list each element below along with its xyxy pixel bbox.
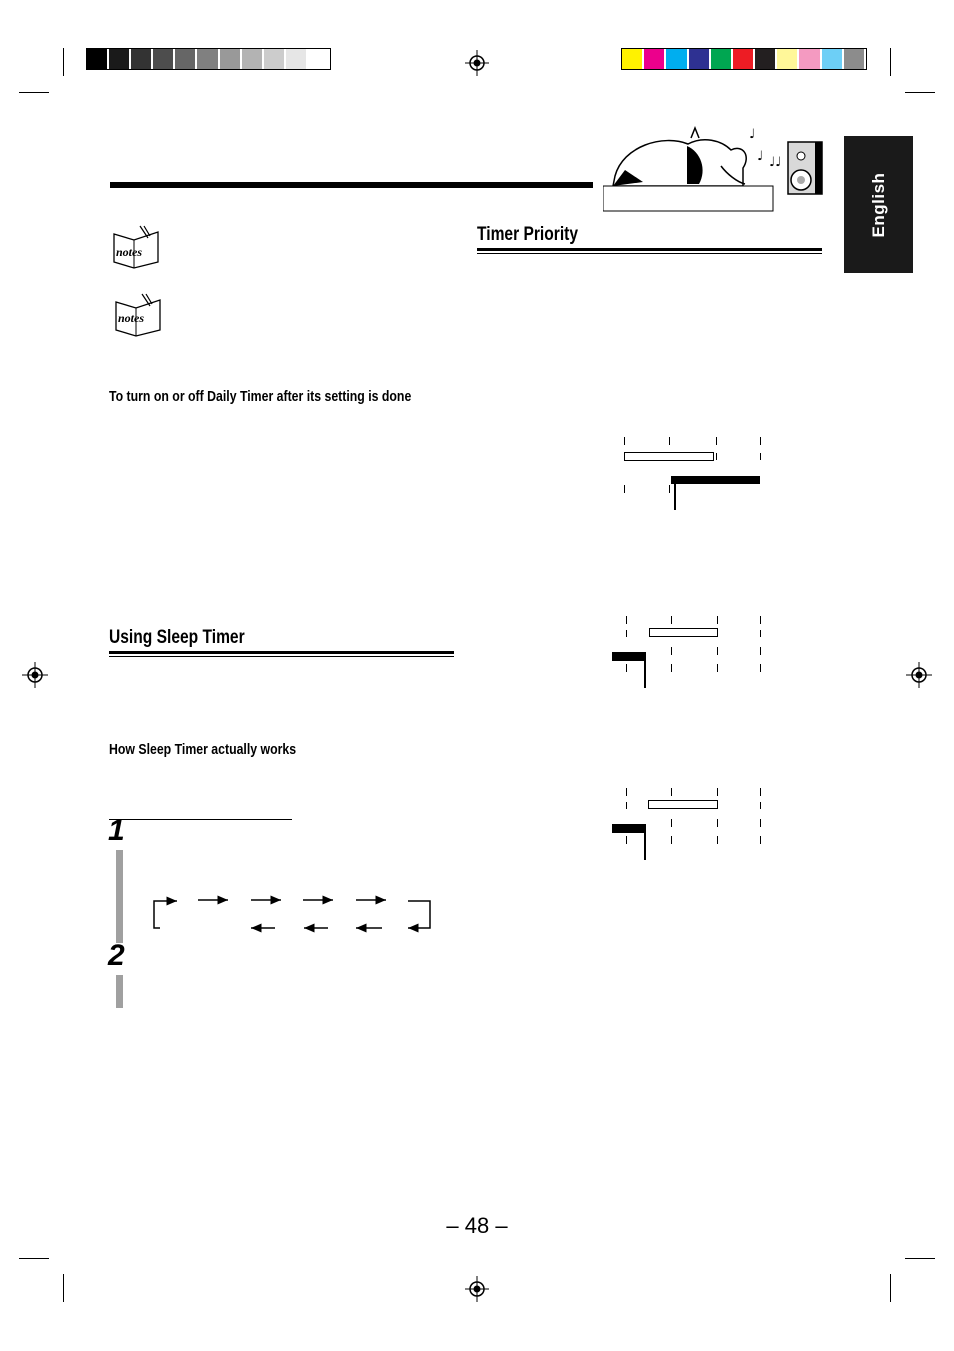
timeline-tick bbox=[626, 630, 627, 637]
step-number-2: 2 bbox=[108, 939, 125, 972]
calibration-swatch bbox=[755, 49, 775, 69]
calibration-swatch bbox=[87, 49, 107, 69]
svg-text:♩: ♩ bbox=[749, 127, 756, 142]
timeline-tick bbox=[717, 664, 718, 672]
timeline-tick bbox=[717, 788, 718, 796]
calibration-swatch bbox=[131, 49, 151, 69]
timer-bar-open bbox=[649, 628, 718, 637]
timer-bar-solid bbox=[612, 652, 646, 661]
grayscale-calibration-bar bbox=[86, 48, 331, 70]
timeline-tick bbox=[717, 836, 718, 844]
calibration-swatch bbox=[197, 49, 217, 69]
crop-mark bbox=[63, 48, 64, 76]
timeline-tick bbox=[671, 616, 672, 624]
calibration-swatch bbox=[308, 49, 328, 69]
step-bar-1 bbox=[116, 850, 123, 943]
timer-bar-open bbox=[624, 452, 714, 461]
notes-icon bbox=[110, 224, 162, 270]
calibration-swatch bbox=[242, 49, 262, 69]
svg-text:♩♩: ♩♩ bbox=[769, 155, 782, 170]
timeline-tick bbox=[626, 616, 627, 624]
crop-mark bbox=[905, 1258, 935, 1259]
timeline-tick bbox=[716, 437, 717, 445]
calibration-swatch bbox=[799, 49, 819, 69]
calibration-swatch bbox=[264, 49, 284, 69]
timer-bar-open bbox=[648, 800, 718, 809]
timeline-tick bbox=[624, 437, 625, 445]
timeline-tick bbox=[717, 819, 718, 827]
notes-icon-label: notes bbox=[116, 245, 143, 259]
calibration-swatch bbox=[711, 49, 731, 69]
crop-mark bbox=[63, 1274, 64, 1302]
timeline-tick bbox=[624, 485, 625, 493]
timer-bar-solid bbox=[612, 824, 646, 833]
notes-icon bbox=[112, 292, 164, 338]
registration-target-icon bbox=[465, 1276, 489, 1302]
daily-timer-subheading: To turn on or off Daily Timer after its setting is done bbox=[109, 388, 412, 405]
timeline-tick bbox=[644, 652, 646, 688]
calibration-swatch bbox=[153, 49, 173, 69]
sleep-timer-heading: Using Sleep Timer bbox=[109, 627, 245, 648]
calibration-swatch bbox=[822, 49, 842, 69]
svg-text:♩: ♩ bbox=[757, 149, 764, 164]
timeline-tick bbox=[669, 437, 670, 445]
timeline-tick bbox=[674, 476, 676, 510]
crop-mark bbox=[890, 1274, 891, 1302]
timeline-tick bbox=[760, 647, 761, 655]
calibration-swatch bbox=[689, 49, 709, 69]
timeline-tick bbox=[760, 453, 761, 460]
timeline-tick bbox=[760, 630, 761, 637]
timeline-tick bbox=[671, 788, 672, 796]
crop-mark bbox=[890, 48, 891, 76]
step-section-rule bbox=[109, 819, 292, 820]
timeline-tick bbox=[760, 437, 761, 445]
timeline-tick bbox=[760, 836, 761, 844]
timeline-tick bbox=[760, 616, 761, 624]
calibration-swatch bbox=[644, 49, 664, 69]
timeline-tick bbox=[760, 788, 761, 796]
sleep-timer-subheading: How Sleep Timer actually works bbox=[109, 741, 297, 758]
timeline-tick bbox=[671, 836, 672, 844]
timeline-tick bbox=[760, 664, 761, 672]
language-tab bbox=[844, 136, 913, 273]
registration-target-icon bbox=[465, 50, 489, 76]
timeline-tick bbox=[671, 819, 672, 827]
timeline-tick bbox=[626, 836, 627, 844]
timeline-tick bbox=[717, 647, 718, 655]
timeline-tick bbox=[644, 824, 646, 860]
step-number-1: 1 bbox=[108, 814, 125, 847]
timeline-tick bbox=[760, 802, 761, 809]
timeline-tick bbox=[626, 664, 627, 672]
registration-target-icon bbox=[22, 662, 48, 688]
page-number: – 48 – bbox=[446, 1213, 508, 1238]
timeline-tick bbox=[671, 647, 672, 655]
timer-bar-solid bbox=[671, 476, 760, 484]
sleep-time-cycle-diagram bbox=[150, 892, 435, 934]
calibration-swatch bbox=[286, 49, 306, 69]
notes-icon-label: notes bbox=[118, 311, 145, 325]
language-tab-label: English bbox=[868, 172, 888, 237]
timeline-tick bbox=[717, 616, 718, 624]
calibration-swatch bbox=[220, 49, 240, 69]
registration-target-icon bbox=[906, 662, 932, 688]
timeline-tick bbox=[716, 453, 717, 460]
sleep-timer-rule bbox=[109, 651, 454, 657]
timeline-tick bbox=[626, 788, 627, 796]
timeline-tick bbox=[669, 485, 670, 493]
color-calibration-bar bbox=[621, 48, 867, 70]
title-rule bbox=[110, 182, 593, 188]
crop-mark bbox=[905, 92, 935, 93]
calibration-swatch bbox=[666, 49, 686, 69]
sleeping-person-illustration bbox=[603, 126, 825, 212]
step-bar-2 bbox=[116, 975, 123, 1008]
crop-mark bbox=[19, 92, 49, 93]
timeline-tick bbox=[671, 664, 672, 672]
timeline-tick bbox=[626, 802, 627, 809]
calibration-swatch bbox=[175, 49, 195, 69]
timer-priority-heading: Timer Priority bbox=[477, 224, 579, 245]
calibration-swatch bbox=[844, 49, 864, 69]
timeline-tick bbox=[760, 819, 761, 827]
calibration-swatch bbox=[622, 49, 642, 69]
crop-mark bbox=[19, 1258, 49, 1259]
timer-priority-rule bbox=[477, 248, 822, 254]
calibration-swatch bbox=[733, 49, 753, 69]
calibration-swatch bbox=[777, 49, 797, 69]
calibration-swatch bbox=[109, 49, 129, 69]
